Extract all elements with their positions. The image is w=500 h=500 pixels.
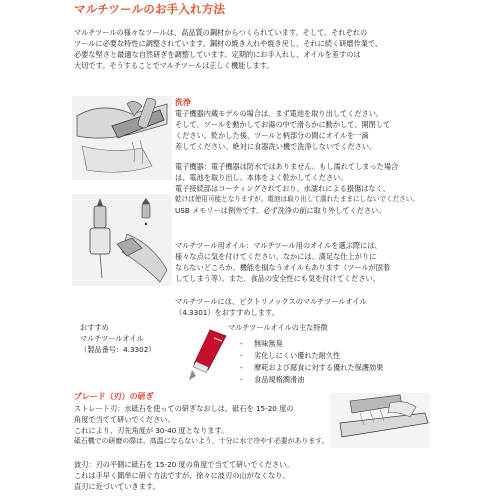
bullet-dash: - <box>240 339 243 348</box>
oil-tube-illustration <box>186 326 230 384</box>
recommend-label: おすすめ <box>80 323 109 332</box>
wash-line: USB メモリーは例外です。必ず洗浄の前に取り外してください。 <box>175 206 386 215</box>
blade-paragraph-1 <box>74 403 328 447</box>
blade-line: これにより、刃先角度が 30-40 度となります。 <box>74 426 229 435</box>
oil-line: ならないどころか、機能を損なうオイルもあります（ツールが固着 <box>175 263 391 272</box>
feature-item <box>240 338 283 349</box>
blade-line: 波刃：刃の平側に砥石を 15-20 度の角度で当てて研いでください。 <box>74 460 294 469</box>
oil-can-illustration <box>72 194 172 286</box>
blade-line: これは手早く簡単に研ぐ方法ですが、徐々に波刃の山がなくなり、 <box>74 471 290 480</box>
feature-item <box>240 374 304 385</box>
blade-heading: ブレード（刃）の研ぎ <box>74 392 154 401</box>
feature-text: 無味無臭 <box>254 339 283 348</box>
blade-line: 砥石機での研磨の際は、高温にならないよう、十分に水で冷やす必要があります。 <box>74 437 329 445</box>
blade-line: 直刃に近づいていきます。 <box>74 482 160 491</box>
feature-item <box>240 362 383 373</box>
oil-line: 様々な点に気を付けてください。なかには、満足な仕上がりに <box>175 252 377 261</box>
wash-paragraph-1 <box>175 108 390 152</box>
feature-text: 摩耗および腐食に対する優れた保護効果 <box>254 363 384 372</box>
intro-line: 必要な堅さと最適な自然研ぎを調整しています。定期的にお手入れし、オイルを差すのは <box>74 50 361 59</box>
oil-line: マルチツールには、ビクトリノックスのマルチツールオイル <box>175 297 367 306</box>
sharpening-illustration <box>330 393 430 448</box>
product-name: マルチツールオイル <box>80 334 144 343</box>
bullet-dash: - <box>240 351 243 360</box>
wash-paragraph-2 <box>175 161 419 216</box>
feature-text: 食品規格潤滑油 <box>254 375 305 384</box>
oil-line: マルチツール用オイル：マルチツール用のオイルを選ぶ際には、 <box>175 241 382 250</box>
oil-line: （4.3301）をおすすめします。 <box>175 308 279 317</box>
feature-item <box>240 350 340 361</box>
product-number: （製品番号：4.3302） <box>80 345 156 354</box>
tool-washing-illustration <box>72 96 172 180</box>
wash-line: は、電池を取り出し、本体をよく乾かしてください。 <box>175 173 348 182</box>
recommend-block <box>80 322 155 355</box>
intro-paragraph <box>74 27 382 71</box>
feature-text: 劣化しにくい優れた耐久性 <box>254 351 341 360</box>
bullet-dash: - <box>240 363 243 372</box>
blade-paragraph-2 <box>74 459 294 492</box>
wash-heading: 洗浄 <box>175 98 191 107</box>
wash-line: ください。乾かした後、ツールと柄部分の間にオイルを一滴 <box>175 131 369 140</box>
wash-line: 乾けば使用可能となりますが、電池は取り出して濡れたままにしないでください。 <box>175 195 419 203</box>
blade-line: ストレート刃：水砥石を使っての研ぎなおしは、砥石を 15-20 度の <box>74 404 294 413</box>
blade-line: 角度で当てて研いでください。 <box>74 415 175 424</box>
wash-line: 電子機器内蔵モデルの場合は、まず電池を取り出してください。 <box>175 109 384 118</box>
oil-paragraph-1 <box>175 240 390 284</box>
intro-line: ツールに必要な特性に調整されています。鋼材の焼き入れや焼き戻し、それに続く研磨作業で、 <box>74 39 383 48</box>
page-title: マルチツールのお手入れ方法 <box>74 2 226 16</box>
wash-line: そして、ツールを動かしてお湯の中で滑らかに動かして、開閉して <box>175 120 391 129</box>
oil-paragraph-2 <box>175 296 367 318</box>
wash-line: 電子機器：電子機器は防水ではありません。もし濡れてしまった場合 <box>175 162 399 171</box>
oil-line: してしまう等）。また、食品の安全性にも気を付けてください。 <box>175 274 380 283</box>
features-title: マルチツールオイルの主な特徴 <box>228 323 328 332</box>
intro-line: 大切です。そうすることでマルチツールは正しく機能します。 <box>74 61 274 70</box>
bullet-dash: - <box>240 375 243 384</box>
intro-line: マルチツールの様々なツールは、高品質の鋼材からつくられています。そして、それぞれの <box>74 28 368 37</box>
wash-line: 差してください。絶対に食器洗い機で洗浄しないでください。 <box>175 142 377 151</box>
wash-line: 電子接続部はコーティングされており、水濡れによる損傷はなく、 <box>175 184 390 193</box>
